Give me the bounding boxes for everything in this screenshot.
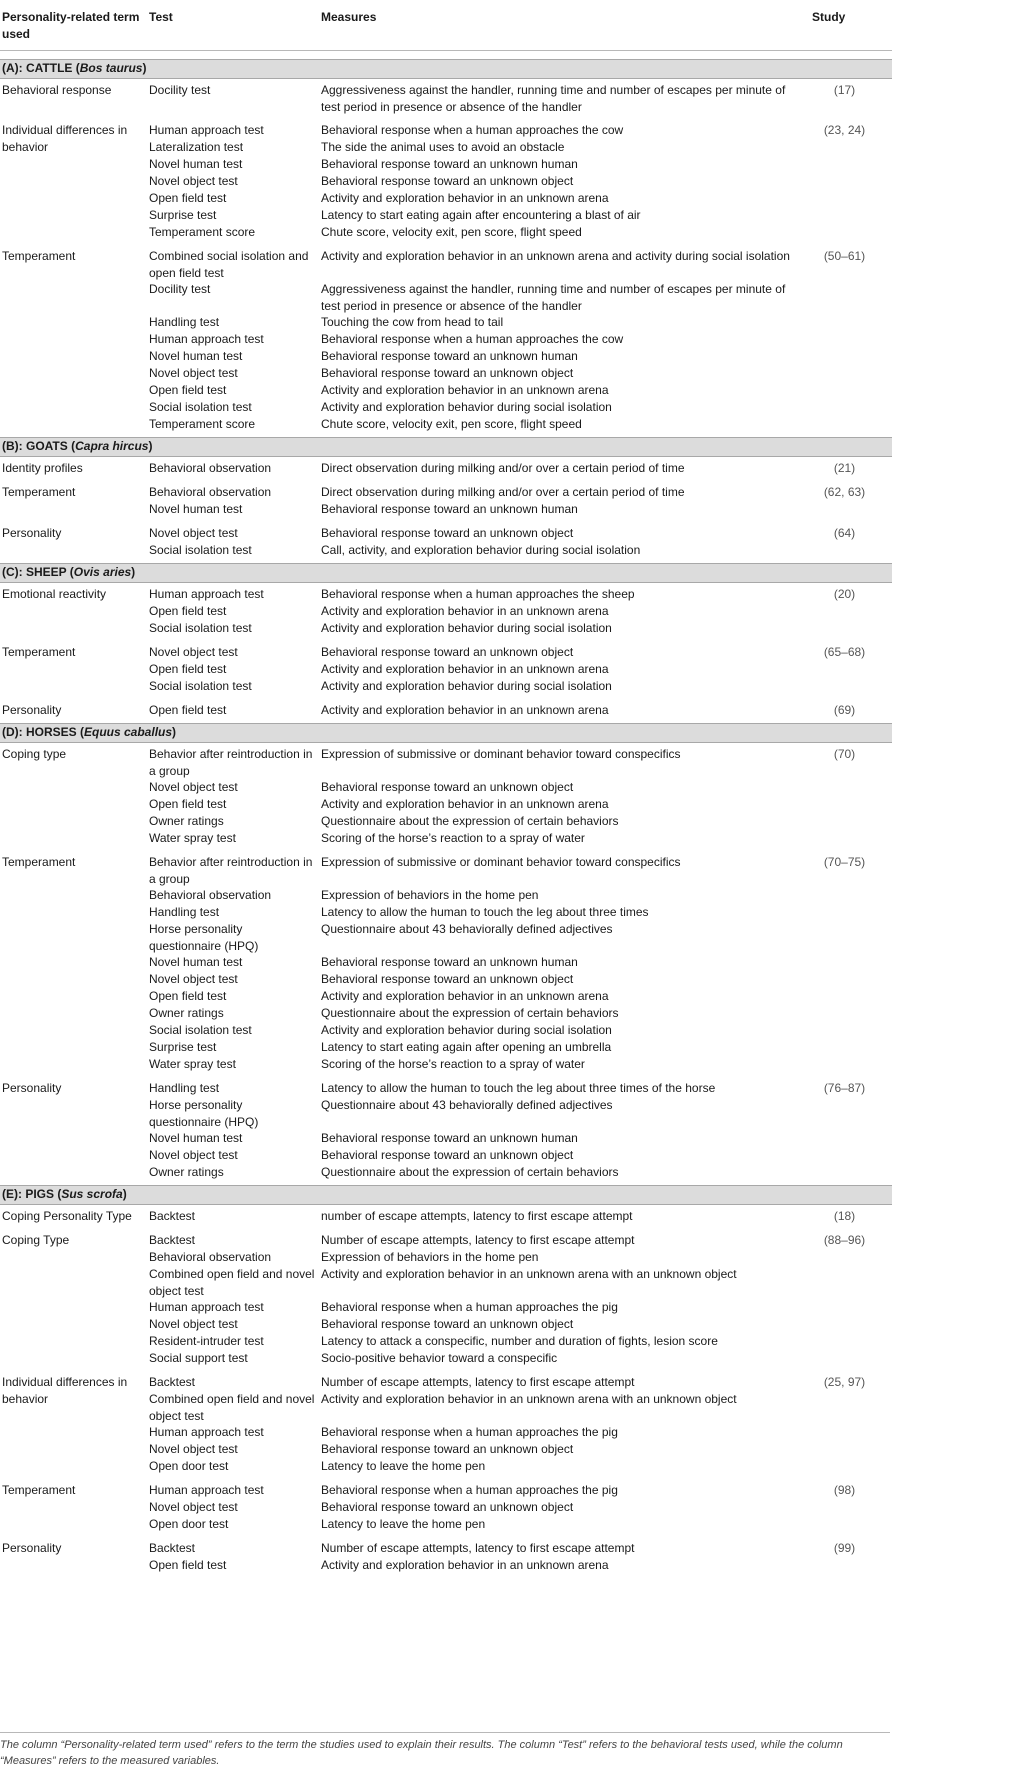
test-name: Backtest	[149, 1541, 196, 1556]
test-name: Human approach test	[149, 123, 264, 138]
measure-text: Activity and exploration behavior in an unknown arena	[321, 383, 609, 398]
term-cell: Emotional reactivity	[2, 587, 107, 602]
header-spacer	[0, 51, 892, 60]
test-cell	[147, 851, 319, 1077]
test-name: Handling test	[149, 1081, 220, 1096]
term-cell: Personality	[2, 1541, 62, 1556]
test-name: Human approach test	[149, 332, 264, 347]
test-name: Social support test	[149, 1351, 248, 1366]
measure-text: Activity and exploration behavior during social isolation	[321, 1023, 612, 1038]
measure-text: Touching the cow from head to tail	[321, 315, 504, 330]
measure-text: Questionnaire about the expression of certain behaviors	[321, 1006, 619, 1021]
test-cell	[147, 743, 319, 852]
table-row	[0, 1479, 892, 1537]
test-name: Novel object test	[149, 366, 238, 381]
measures-cell	[319, 79, 797, 120]
section-header-row	[0, 60, 892, 79]
table-row	[0, 1205, 892, 1230]
measure-text: Behavioral response toward an unknown object	[321, 526, 574, 541]
test-name: Combined open field and novel object test	[149, 1267, 315, 1298]
measures-cell	[319, 245, 797, 438]
measure-text: Behavioral response toward an unknown human	[321, 157, 578, 172]
test-cell	[147, 641, 319, 699]
test-name: Docility test	[149, 282, 211, 297]
test-name: Water spray test	[149, 1057, 236, 1072]
measure-text: The side the animal uses to avoid an obstacle	[321, 140, 565, 155]
study-ref: (70)	[833, 747, 856, 762]
test-name: Handling test	[149, 905, 220, 920]
measures-cell	[319, 699, 797, 724]
measure-text: number of escape attempts, latency to first escape attempt	[321, 1209, 633, 1224]
measure-text: Chute score, velocity exit, pen score, flight speed	[321, 225, 582, 240]
test-name: Combined open field and novel object test	[149, 1392, 315, 1423]
study-ref: (20)	[833, 587, 856, 602]
test-cell	[147, 245, 319, 438]
test-name: Social isolation test	[149, 621, 252, 636]
study-ref: (50–61)	[823, 249, 866, 264]
term-cell: Temperament	[2, 1483, 76, 1498]
header-measures: Measures	[319, 0, 797, 51]
study-ref: (21)	[833, 461, 856, 476]
measures-cell	[319, 1229, 797, 1371]
term-cell: Coping Type	[2, 1233, 70, 1248]
test-name: Water spray test	[149, 831, 236, 846]
test-cell	[147, 481, 319, 522]
measures-cell	[319, 1479, 797, 1537]
section-species: Equus caballus	[84, 725, 173, 740]
measure-text: Questionnaire about 43 behaviorally defined adjectives	[321, 922, 613, 937]
measure-text: Behavioral response when a human approaches the pig	[321, 1300, 618, 1315]
test-name: Horse personality questionnaire (HPQ)	[149, 922, 259, 953]
test-name: Behavior after reintroduction in a group	[149, 855, 313, 886]
test-name: Open field test	[149, 383, 227, 398]
test-name: Human approach test	[149, 1300, 264, 1315]
measures-cell	[319, 1537, 797, 1578]
test-name: Open field test	[149, 662, 227, 677]
test-name: Behavioral observation	[149, 888, 272, 903]
test-name: Temperament score	[149, 417, 256, 432]
test-cell	[147, 1537, 319, 1578]
test-name: Backtest	[149, 1375, 196, 1390]
study-ref: (69)	[833, 703, 856, 718]
measure-text: Expression of behaviors in the home pen	[321, 888, 539, 903]
measure-text: Questionnaire about the expression of certain behaviors	[321, 814, 619, 829]
test-cell	[147, 457, 319, 482]
test-name: Human approach test	[149, 1483, 264, 1498]
table-row	[0, 583, 892, 642]
measure-text: Behavioral response toward an unknown object	[321, 645, 574, 660]
table-row	[0, 522, 892, 564]
measures-cell	[319, 743, 797, 852]
table-row	[0, 641, 892, 699]
term-cell: Coping type	[2, 747, 67, 762]
measure-text: Number of escape attempts, latency to first escape attempt	[321, 1375, 635, 1390]
measure-text: Activity and exploration behavior in an unknown arena and activity during social isolation	[321, 249, 790, 264]
header-test: Test	[147, 0, 319, 51]
table-body	[0, 51, 892, 1579]
table-row	[0, 1077, 892, 1186]
section-species: Capra hircus	[75, 439, 149, 454]
test-name: Novel object test	[149, 972, 238, 987]
table-row	[0, 457, 892, 482]
test-name: Behavioral observation	[149, 485, 272, 500]
test-name: Human approach test	[149, 1425, 264, 1440]
measures-cell	[319, 583, 797, 642]
term-cell: Personality	[2, 703, 62, 718]
test-name: Social isolation test	[149, 400, 252, 415]
study-ref: (98)	[833, 1483, 856, 1498]
measure-text: Behavioral response toward an unknown object	[321, 1500, 574, 1515]
measure-text: Latency to allow the human to touch the leg about three times	[321, 905, 649, 920]
measures-cell	[319, 481, 797, 522]
test-name: Novel human test	[149, 502, 243, 517]
term-cell: Temperament	[2, 855, 76, 870]
section-title-prefix: (E): PIGS (	[2, 1187, 62, 1202]
test-name: Temperament score	[149, 225, 256, 240]
test-name: Social isolation test	[149, 543, 252, 558]
section-title-suffix: )	[172, 725, 177, 740]
test-name: Owner ratings	[149, 814, 224, 829]
test-name: Behavioral observation	[149, 1250, 272, 1265]
study-ref: (70–75)	[823, 855, 866, 870]
measure-text: Behavioral response toward an unknown object	[321, 366, 574, 381]
test-name: Owner ratings	[149, 1165, 224, 1180]
measure-text: Activity and exploration behavior during social isolation	[321, 679, 612, 694]
section-title-suffix: )	[131, 565, 136, 580]
test-name: Novel object test	[149, 1500, 238, 1515]
study-ref: (17)	[833, 83, 856, 98]
term-cell: Coping Personality Type	[2, 1209, 132, 1224]
study-ref: (64)	[833, 526, 856, 541]
section-title	[0, 60, 892, 79]
table-row	[0, 1229, 892, 1371]
test-name: Novel object test	[149, 1442, 238, 1457]
test-name: Novel human test	[149, 955, 243, 970]
test-name: Docility test	[149, 83, 211, 98]
test-name: Novel human test	[149, 349, 243, 364]
section-title	[0, 438, 892, 457]
measure-text: Questionnaire about 43 behaviorally defined adjectives	[321, 1098, 613, 1113]
test-cell	[147, 1371, 319, 1479]
test-name: Novel object test	[149, 645, 238, 660]
test-cell	[147, 583, 319, 642]
measure-text: Direct observation during milking and/or over a certain period of time	[321, 485, 685, 500]
test-name: Open field test	[149, 797, 227, 812]
section-title	[0, 1186, 892, 1205]
test-name: Novel object test	[149, 174, 238, 189]
test-name: Novel object test	[149, 780, 238, 795]
header-term: Personality-related term used	[0, 0, 147, 51]
measure-text: Behavioral response toward an unknown human	[321, 955, 578, 970]
test-name: Horse personality questionnaire (HPQ)	[149, 1098, 259, 1129]
measure-text: Activity and exploration behavior in an unknown arena	[321, 1558, 609, 1573]
section-title-suffix: )	[142, 61, 147, 76]
section-species: Ovis aries	[73, 565, 132, 580]
measure-text: Chute score, velocity exit, pen score, flight speed	[321, 417, 582, 432]
measure-text: Questionnaire about the expression of certain behaviors	[321, 1165, 619, 1180]
test-cell	[147, 1205, 319, 1230]
measure-text: Behavioral response toward an unknown object	[321, 780, 574, 795]
section-title-suffix: )	[122, 1187, 127, 1202]
test-name: Social isolation test	[149, 679, 252, 694]
test-name: Open field test	[149, 604, 227, 619]
table-row	[0, 245, 892, 438]
measure-text: Activity and exploration behavior in an unknown arena	[321, 703, 609, 718]
measures-cell	[319, 641, 797, 699]
test-name: Open door test	[149, 1459, 229, 1474]
measure-text: Scoring of the horse’s reaction to a spray of water	[321, 831, 585, 846]
measure-text: Activity and exploration behavior in an unknown arena	[321, 191, 609, 206]
measure-text: Activity and exploration behavior during social isolation	[321, 400, 612, 415]
test-name: Behavioral observation	[149, 461, 272, 476]
test-name: Open door test	[149, 1517, 229, 1532]
measures-cell	[319, 1205, 797, 1230]
measure-text: Expression of behaviors in the home pen	[321, 1250, 539, 1265]
measure-text: Call, activity, and exploration behavior during social isolation	[321, 543, 641, 558]
term-cell: Personality	[2, 526, 62, 541]
measures-cell	[319, 1077, 797, 1186]
table-row	[0, 1371, 892, 1479]
measure-text: Behavioral response when a human approaches the cow	[321, 332, 624, 347]
measures-cell	[319, 851, 797, 1077]
measure-text: Behavioral response when a human approaches the pig	[321, 1425, 618, 1440]
table-row	[0, 743, 892, 852]
study-ref: (76–87)	[823, 1081, 866, 1096]
section-header-row	[0, 438, 892, 457]
test-name: Lateralization test	[149, 140, 244, 155]
section-title-prefix: (B): GOATS (	[2, 439, 76, 454]
test-name: Behavior after reintroduction in a group	[149, 747, 313, 778]
test-cell	[147, 119, 319, 245]
term-cell: Personality	[2, 1081, 62, 1096]
test-cell	[147, 79, 319, 120]
measure-text: Behavioral response toward an unknown object	[321, 1148, 574, 1163]
test-name: Human approach test	[149, 587, 264, 602]
term-cell: Behavioral response	[2, 83, 112, 98]
measure-text: Activity and exploration behavior in an unknown arena	[321, 797, 609, 812]
study-ref: (62, 63)	[823, 485, 866, 500]
test-cell	[147, 1479, 319, 1537]
section-title-prefix: (A): CATTLE (	[2, 61, 80, 76]
measure-text: Scoring of the horse’s reaction to a spray of water	[321, 1057, 585, 1072]
measure-text: Activity and exploration behavior in an unknown arena with an unknown object	[321, 1392, 737, 1407]
term-cell: Temperament	[2, 485, 76, 500]
measure-text: Behavioral response toward an unknown object	[321, 1317, 574, 1332]
test-name: Resident-intruder test	[149, 1334, 264, 1349]
section-title-suffix: )	[148, 439, 153, 454]
test-cell	[147, 1229, 319, 1371]
test-name: Novel object test	[149, 526, 238, 541]
measure-text: Behavioral response toward an unknown human	[321, 1131, 578, 1146]
test-name: Handling test	[149, 315, 220, 330]
measure-text: Activity and exploration behavior in an unknown arena	[321, 604, 609, 619]
measures-cell	[319, 1371, 797, 1479]
section-species: Bos taurus	[79, 61, 143, 76]
table-row	[0, 481, 892, 522]
term-cell: Temperament	[2, 645, 76, 660]
table-footnote: The column “Personality-related term used” refers to the term the studies used to explain their results. The column “Test” refers to the behavioral tests used, while the column “Measures” refers to the measured variables.	[0, 1732, 890, 1769]
table-row	[0, 119, 892, 245]
measure-text: Latency to leave the home pen	[321, 1517, 486, 1532]
measure-text: Behavioral response when a human approaches the cow	[321, 123, 624, 138]
measure-text: Activity and exploration behavior in an unknown arena	[321, 989, 609, 1004]
measures-cell	[319, 457, 797, 482]
measure-text: Behavioral response toward an unknown object	[321, 1442, 574, 1457]
section-title-prefix: (C): SHEEP (	[2, 565, 74, 580]
table-row	[0, 699, 892, 724]
table-row	[0, 1537, 892, 1578]
measure-text: Aggressiveness against the handler, running time and number of escapes per minute of test period in presence or absence of the handler	[321, 83, 786, 114]
measure-text: Behavioral response toward an unknown object	[321, 174, 574, 189]
study-ref: (18)	[833, 1209, 856, 1224]
measure-text: Number of escape attempts, latency to first escape attempt	[321, 1233, 635, 1248]
test-name: Backtest	[149, 1209, 196, 1224]
table-row	[0, 79, 892, 120]
measure-text: Expression of submissive or dominant behavior toward conspecifics	[321, 747, 681, 762]
term-cell: Individual differences in behavior	[2, 123, 128, 154]
measure-text: Latency to allow the human to touch the leg about three times of the horse	[321, 1081, 716, 1096]
test-name: Combined social isolation and open field test	[149, 249, 309, 280]
measure-text: Behavioral response when a human approaches the pig	[321, 1483, 618, 1498]
measure-text: Activity and exploration behavior in an unknown arena with an unknown object	[321, 1267, 737, 1282]
study-ref: (65–68)	[823, 645, 866, 660]
test-name: Open field test	[149, 703, 227, 718]
study-ref: (88–96)	[823, 1233, 866, 1248]
section-title	[0, 564, 892, 583]
measure-text: Number of escape attempts, latency to first escape attempt	[321, 1541, 635, 1556]
test-name: Novel object test	[149, 1148, 238, 1163]
test-name: Open field test	[149, 989, 227, 1004]
measure-text: Aggressiveness against the handler, running time and number of escapes per minute of test period in presence or absence of the handler	[321, 282, 786, 313]
test-name: Novel human test	[149, 157, 243, 172]
test-name: Open field test	[149, 191, 227, 206]
measure-text: Latency to attack a conspecific, number and duration of fights, lesion score	[321, 1334, 718, 1349]
section-header-row	[0, 564, 892, 583]
measure-text: Behavioral response toward an unknown object	[321, 972, 574, 987]
measure-text: Activity and exploration behavior during social isolation	[321, 621, 612, 636]
measure-text: Activity and exploration behavior in an unknown arena	[321, 662, 609, 677]
term-cell: Individual differences in behavior	[2, 1375, 128, 1406]
term-cell: Identity profiles	[2, 461, 83, 476]
study-ref: (99)	[833, 1541, 856, 1556]
test-name: Open field test	[149, 1558, 227, 1573]
test-cell	[147, 699, 319, 724]
section-header-row	[0, 1186, 892, 1205]
measure-text: Latency to start eating again after encountering a blast of air	[321, 208, 641, 223]
measure-text: Behavioral response when a human approaches the sheep	[321, 587, 635, 602]
measure-text: Direct observation during milking and/or over a certain period of time	[321, 461, 685, 476]
term-cell: Temperament	[2, 249, 76, 264]
study-ref: (23, 24)	[823, 123, 866, 138]
test-name: Novel human test	[149, 1131, 243, 1146]
table-header-row	[0, 0, 892, 51]
section-title	[0, 724, 892, 743]
measure-text: Latency to leave the home pen	[321, 1459, 486, 1474]
test-name: Surprise test	[149, 208, 217, 223]
section-title-prefix: (D): HORSES (	[2, 725, 84, 740]
measure-text: Expression of submissive or dominant behavior toward conspecifics	[321, 855, 681, 870]
test-cell	[147, 522, 319, 564]
test-name: Owner ratings	[149, 1006, 224, 1021]
section-species: Sus scrofa	[61, 1187, 123, 1202]
test-name: Backtest	[149, 1233, 196, 1248]
measure-text: Behavioral response toward an unknown human	[321, 502, 578, 517]
table-row	[0, 851, 892, 1077]
test-name: Social isolation test	[149, 1023, 252, 1038]
test-name: Surprise test	[149, 1040, 217, 1055]
measure-text: Latency to start eating again after opening an umbrella	[321, 1040, 612, 1055]
measure-text: Behavioral response toward an unknown human	[321, 349, 578, 364]
measures-cell	[319, 119, 797, 245]
measure-text: Socio-positive behavior toward a conspecific	[321, 1351, 558, 1366]
measures-cell	[319, 522, 797, 564]
header-study: Study	[797, 0, 892, 51]
test-cell	[147, 1077, 319, 1186]
study-ref: (25, 97)	[823, 1375, 866, 1390]
test-name: Novel object test	[149, 1317, 238, 1332]
section-header-row	[0, 724, 892, 743]
